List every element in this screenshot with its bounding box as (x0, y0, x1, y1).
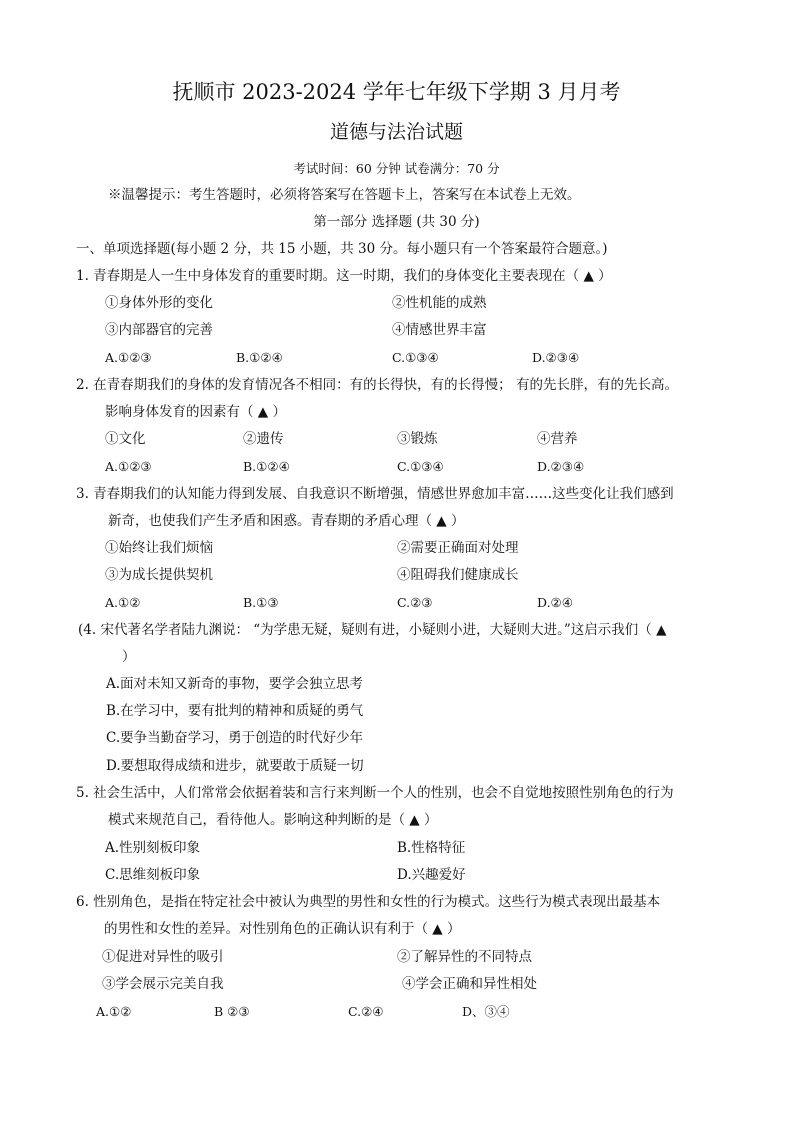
statement-item: ③锻炼 (397, 431, 438, 447)
answer-option: A.面对未知又新奇的事物，要学会独立思考 (106, 676, 364, 692)
statement-item: ①始终让我们烦恼 (105, 540, 213, 556)
question-stem: 5. 社会生活中，人们常常会依据着装和言行来判断一个人的性别，也会不自觉地按照性别角色的行为 (76, 785, 674, 801)
answer-option: C.要争当勤奋学习，勇于创造的时代好少年 (106, 730, 364, 746)
section-title: 一、单项选择题(每小题 2 分，共 15 小题，共 30 分。每小题只有一个答案最符合题意。) (76, 241, 608, 257)
statement-item: ①文化 (105, 431, 146, 447)
exam-title: 抚顺市 2023-2024 学年七年级下学期 3 月月考 (172, 80, 621, 104)
statement-item: ④营养 (537, 431, 578, 447)
answer-option: C.思维刻板印象 (105, 867, 201, 883)
question-stem: 2. 在青春期我们的身体的发育情况各不相同：有的长得快，有的长得慢； 有的先长胖，有的先长高。 (76, 377, 678, 393)
statement-item: ③为成长提供契机 (105, 567, 213, 583)
answer-option: D.兴趣爱好 (397, 867, 466, 883)
statement-item: ②性机能的成熟 (392, 295, 487, 311)
answer-option: C.②③ (397, 595, 433, 610)
question-stem: 6. 性别角色，是指在特定社会中被认为典型的男性和女性的行为模式。这些行为模式表现出最基本 (76, 894, 661, 910)
answer-option: C.①③④ (392, 350, 439, 365)
answer-option: D.②④ (537, 595, 573, 610)
answer-option: B ②③ (214, 1004, 250, 1019)
answer-option: D.②③④ (537, 459, 585, 474)
answer-option: A.①② (96, 1004, 132, 1019)
question-stem: 3. 青春期我们的认知能力得到发展、自我意识不断增强，情感世界愈加丰富……这些变化让我们感到 (76, 486, 674, 502)
statement-item: ②了解异性的不同特点 (397, 949, 532, 965)
question-stem-cont: 影响身体发育的因素有（ ▲ ） (105, 404, 286, 420)
statement-item: ③内部器官的完善 (105, 322, 213, 338)
notice: ※温馨提示：考生答题时，必须将答案写在答题卡上，答案写在本试卷上无效。 (108, 187, 581, 203)
question-stem: (4. 宋代著名学者陆九渊说： “为学患无疑，疑则有进，小疑则小进，大疑则大进。”这启示我们（ ▲ (78, 622, 667, 638)
statement-item: ①身体外形的变化 (105, 295, 213, 311)
answer-option: B.①②④ (243, 459, 290, 474)
statement-item: ④阻碍我们健康成长 (397, 567, 519, 583)
statement-item: ③学会展示完美自我 (102, 976, 224, 992)
answer-option: B.性格特征 (397, 840, 466, 856)
statement-item: ②需要正确面对处理 (397, 540, 519, 556)
answer-option: B.①②④ (236, 350, 283, 365)
exam-subtitle: 道德与法治试题 (329, 121, 463, 143)
statement-item: ④学会正确和异性相处 (402, 976, 537, 992)
answer-option: B.在学习中，要有批判的精神和质疑的勇气 (106, 703, 364, 719)
question-stem-cont: ） (122, 649, 136, 665)
answer-option: A.性别刻板印象 (105, 840, 201, 856)
statement-item: ④情感世界丰富 (392, 322, 487, 338)
answer-option: A.①②③ (105, 350, 152, 365)
exam-info: 考试时间：60 分钟 试卷满分：70 分 (293, 161, 500, 176)
question-stem-cont: 的男性和女性的差异。对性别角色的正确认识有利于（ ▲ ） (104, 921, 461, 937)
answer-option: D.要想取得成绩和进步，就要敢于质疑一切 (106, 758, 364, 774)
question-stem: 1. 青春期是人一生中身体发育的重要时期。这一时期，我们的身体变化主要表现在（ ▲ ） (76, 268, 612, 284)
statement-item: ②遗传 (243, 431, 284, 447)
answer-option: D、③④ (462, 1004, 510, 1019)
question-stem-cont: 模式来规范自己，看待他人。影响这种判断的是（ ▲ ） (108, 812, 438, 828)
answer-option: D.②③④ (532, 350, 580, 365)
answer-option: C.②④ (348, 1004, 384, 1019)
answer-option: C.①③④ (397, 459, 444, 474)
answer-option: A.①② (105, 595, 141, 610)
answer-option: A.①②③ (105, 459, 152, 474)
answer-option: B.①③ (243, 595, 279, 610)
question-stem-cont: 新奇，也使我们产生矛盾和困惑。青春期的矛盾心理（ ▲ ） (108, 513, 465, 529)
statement-item: ①促进对异性的吸引 (102, 949, 224, 965)
part-title: 第一部分 选择题 (共 30 分) (313, 214, 480, 230)
